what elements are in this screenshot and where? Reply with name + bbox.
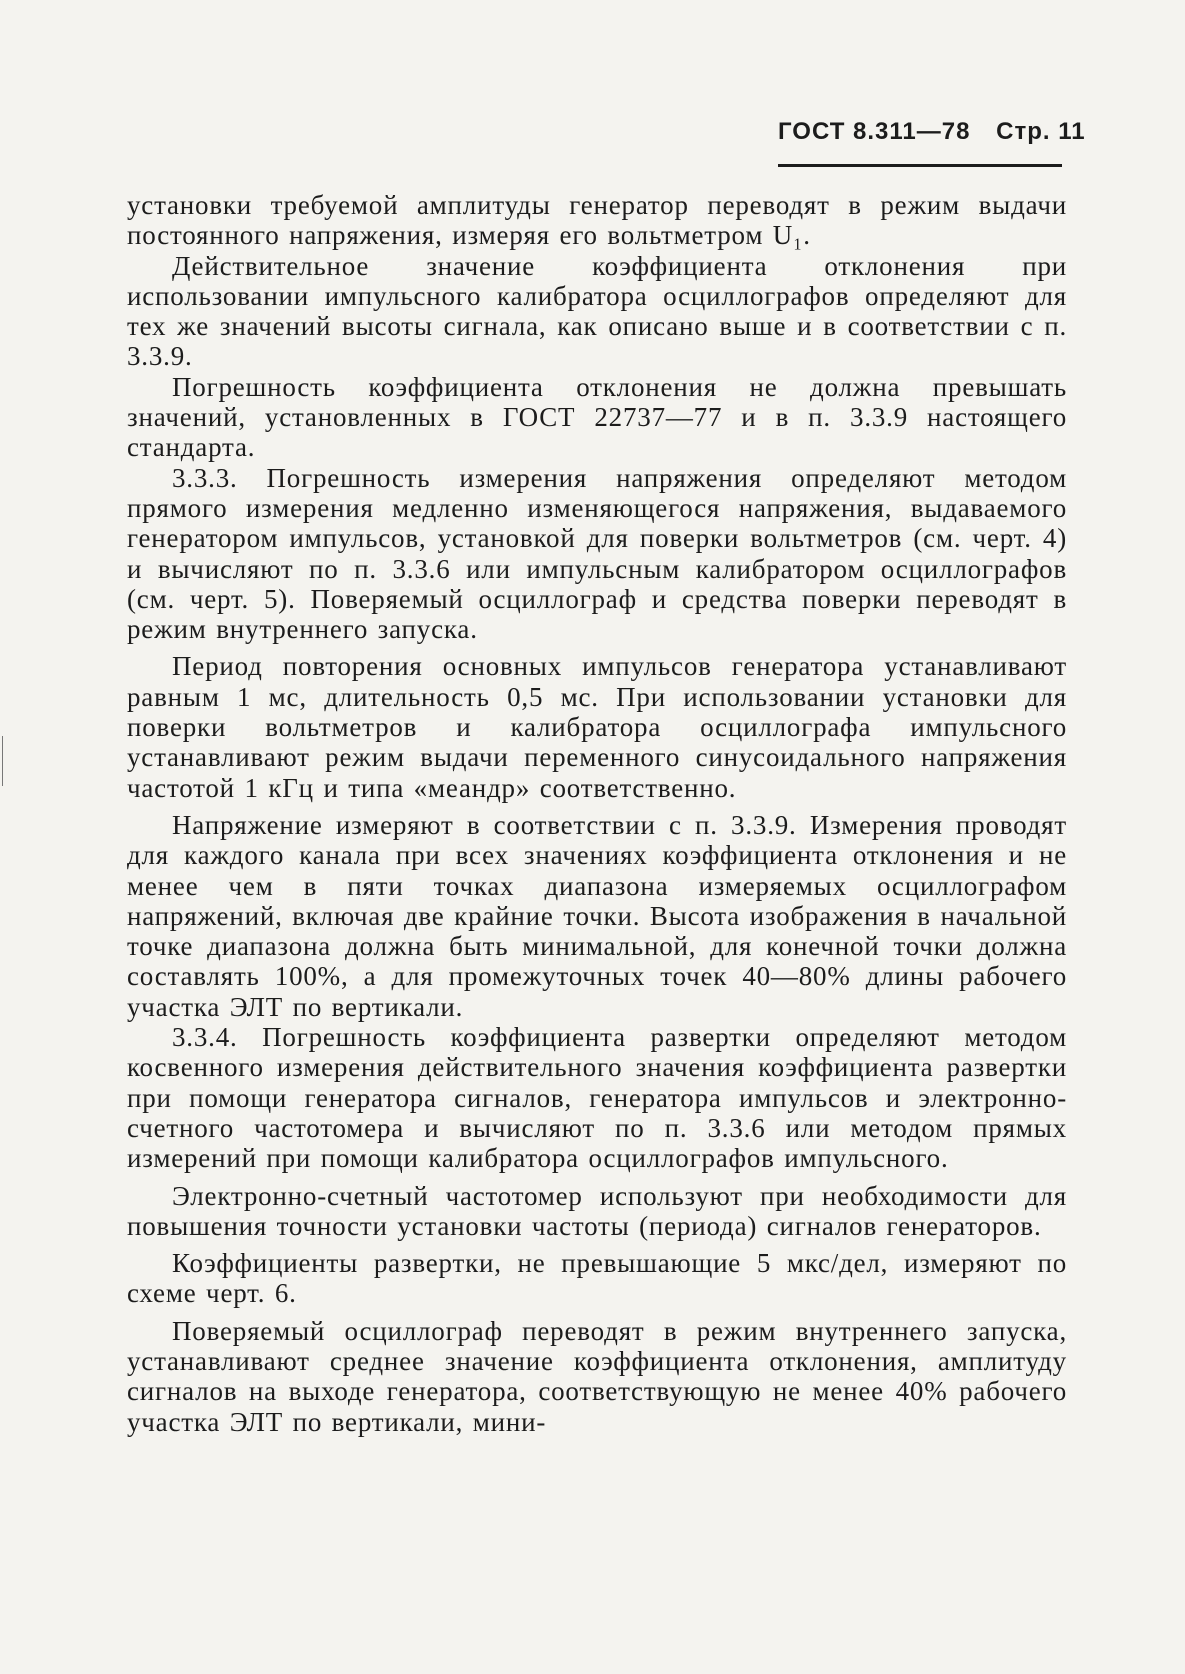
paragraph: Коэффициенты развертки, не превышающие 5 мкс/дел, измеряют по схеме черт. 6. <box>127 1248 1067 1309</box>
page-number: Стр. 11 <box>996 118 1086 145</box>
paragraph: Период повторения основных импульсов генератора устанавливают равным 1 мс, длительность 0,5 мс. При использовании установки для поверки вольтметров и калибратора осциллографа импульсного устанавливают режим выдачи переменного синусоидального напряжения частотой 1 кГц и типа «меандр» соответственно. <box>127 651 1067 803</box>
running-header <box>778 118 1086 167</box>
paragraph-clause-3-3-4: 3.3.4. Погрешность коэффициента развертки определяют методом косвенного измерения действительного значения коэффициента развертки при помощи генератора сигналов, генератора импульсов и электронно-счетного частотомера и вычисляют по п. 3.3.6 или методом прямых измерений при помощи калибратора осциллографов импульсного. <box>127 1022 1067 1174</box>
paragraph: Погрешность коэффициента отклонения не должна превышать значений, установленных в ГОСТ 22737—77 и в п. 3.3.9 настоящего стандарта. <box>127 371 1067 463</box>
paragraph-clause-3-3-3: 3.3.3. Погрешность измерения напряжения определяют методом прямого измерения медленно изменяющегося напряжения, выдаваемого генератором импульсов, установкой для поверки вольтметров (см. черт. 4) и вычисляют по п. 3.3.6 или импульсным калибратором осциллографов (см. черт. 5). Поверяемый осциллограф и средства поверки переводят в режим внутреннего запуска. <box>127 462 1067 645</box>
standard-number: ГОСТ 8.311—78 <box>778 118 971 145</box>
paragraph: Электронно-счетный частотомер используют при необходимости для повышения точности установки частоты (периода) сигналов генераторов. <box>127 1180 1067 1241</box>
paragraph: Напряжение измеряют в соответствии с п. 3.3.9. Измерения проводят для каждого канала при всех значениях коэффициента отклонения и не менее чем в пяти точках диапазона измеряемых осциллографом напряжений, включая две крайние точки. Высота изображения в начальной точке диапазона должна быть минимальной, для конечной точки должна составлять 100%, а для промежуточных точек 40—80% длины рабочего участка ЭЛТ по вертикали. <box>127 809 1067 1022</box>
paragraph: Поверяемый осциллограф переводят в режим внутреннего запуска, устанавливают среднее значение коэффициента отклонения, амплитуду сигналов на выходе генератора, соответствующую не менее 40% рабочего участка ЭЛТ по вертикали, мини- <box>127 1315 1067 1437</box>
body-text <box>127 190 1067 1437</box>
paragraph: Действительное значение коэффициента отклонения при использовании импульсного калибратора осциллографов определяют для тех же значений высоты сигнала, как описано выше и в соответствии с п. 3.3.9. <box>127 250 1067 372</box>
scan-edge-mark <box>2 736 6 786</box>
paragraph-continuation: установки требуемой амплитуды генератор переводят в режим выдачи постоянного напряжения, измеряя его вольтметром U₁. <box>127 190 1067 251</box>
